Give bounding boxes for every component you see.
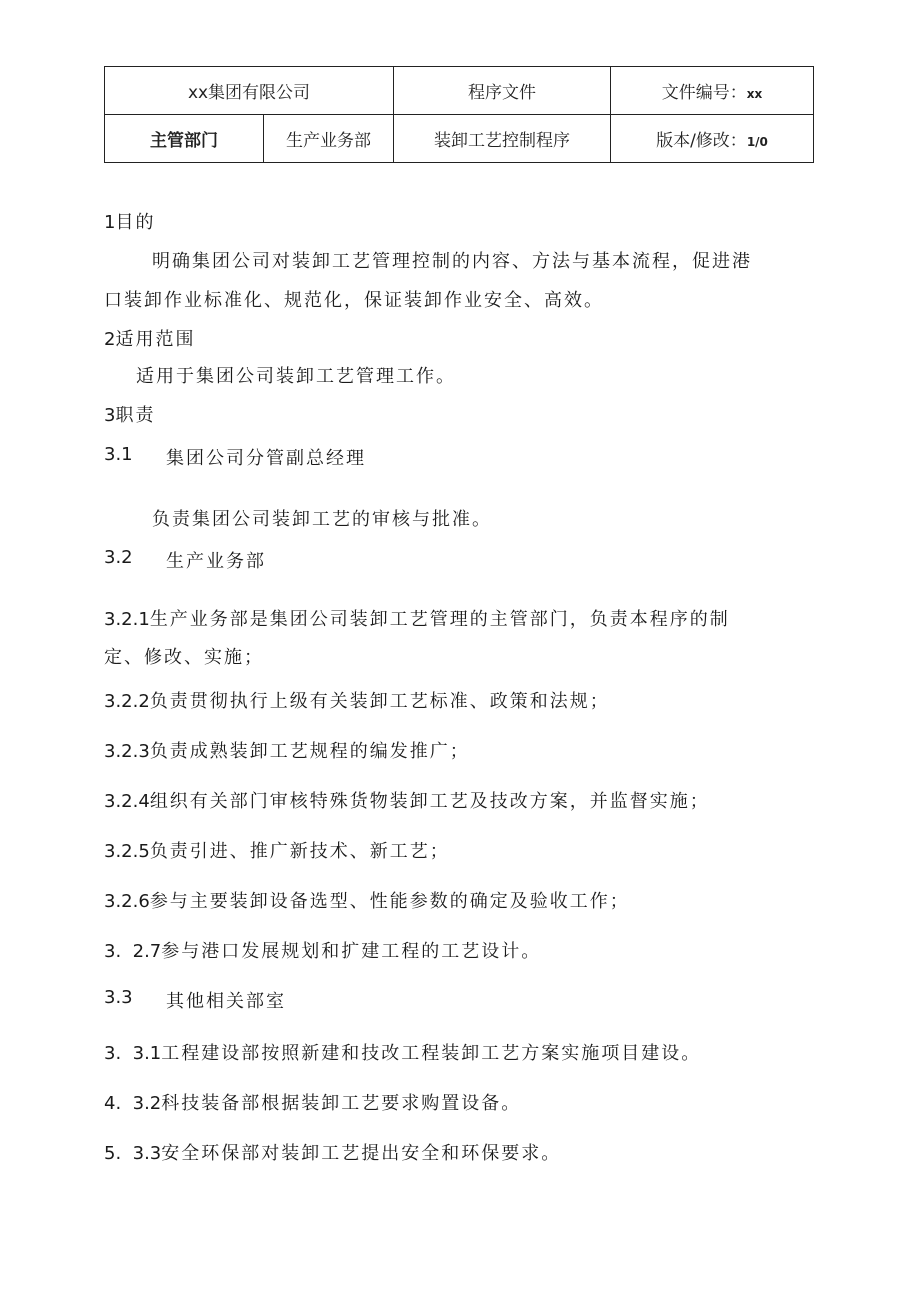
item-text: 负责成熟装卸工艺规程的编发推广； <box>149 741 470 762</box>
item-number: 3.2.2 <box>104 691 150 712</box>
section-3-2-heading <box>104 547 133 568</box>
company-name: xx集团有限公司 <box>187 83 311 103</box>
section-number: 1 <box>104 212 116 233</box>
doc-number-label: 文件编号： <box>661 83 747 103</box>
item-3-2-1-line-2 <box>104 643 264 669</box>
section-number: 3.2 <box>104 547 133 568</box>
paragraph-text: 适用于集团公司装卸工艺管理工作。 <box>136 366 456 387</box>
section-1-paragraph-line-2 <box>104 286 604 312</box>
section-3-3-heading <box>104 987 133 1008</box>
item-3-2-7 <box>104 937 541 963</box>
item-number: 3.2.4 <box>104 791 150 812</box>
dept-value-cell <box>264 115 394 163</box>
section-title: 职责 <box>115 405 156 426</box>
section-title: 生产业务部 <box>166 551 266 572</box>
paragraph-text: 负责集团公司装卸工艺的审核与批准。 <box>152 509 492 530</box>
item-number: 3.2.6 <box>104 891 150 912</box>
item-text: 参与主要装卸设备选型、性能参数的确定及验收工作； <box>149 891 630 912</box>
section-3-1-title <box>166 444 366 470</box>
section-number: 3.1 <box>104 444 133 465</box>
section-3-3-title <box>166 987 286 1013</box>
item-number: 3.2.5 <box>104 841 150 862</box>
section-title: 适用范围 <box>115 329 196 350</box>
section-3-1-paragraph <box>152 505 492 531</box>
section-1-paragraph-line-1 <box>152 247 752 273</box>
item-3-3-2 <box>104 1089 521 1115</box>
item-text: 参与港口发展规划和扩建工程的工艺设计。 <box>161 941 542 962</box>
item-text: 安全环保部对装卸工艺提出安全和环保要求。 <box>161 1143 562 1164</box>
section-2-paragraph <box>136 362 456 388</box>
item-text: 生产业务部是集团公司装卸工艺管理的主管部门，负责本程序的制 <box>149 609 730 630</box>
item-3-2-2 <box>104 687 610 713</box>
section-number: 2 <box>104 329 116 350</box>
version-value: 1/0 <box>746 135 768 149</box>
section-title: 集团公司分管副总经理 <box>166 448 366 469</box>
item-number: 3.2.1 <box>104 609 150 630</box>
item-text: 负责引进、推广新技术、新工艺； <box>149 841 450 862</box>
paragraph-text: 口装卸作业标准化、规范化，保证装卸作业安全、高效。 <box>104 290 604 311</box>
company-name-cell <box>105 67 394 115</box>
item-3-2-4 <box>104 787 710 813</box>
doc-number-value: xx <box>746 87 763 101</box>
item-text: 科技装备部根据装卸工艺要求购置设备。 <box>161 1093 522 1114</box>
item-3-2-1-line-1 <box>104 605 730 631</box>
section-title: 目的 <box>115 212 156 233</box>
section-number: 3 <box>104 405 116 426</box>
section-3-heading <box>104 401 155 427</box>
item-number: 4. 3.2 <box>104 1093 162 1114</box>
dept-label-cell <box>105 115 264 163</box>
doc-type-cell <box>394 67 611 115</box>
doc-number-cell <box>611 67 814 115</box>
section-2-heading <box>104 325 195 351</box>
item-text: 定、修改、实施； <box>104 647 264 668</box>
item-3-2-6 <box>104 887 630 913</box>
item-text: 工程建设部按照新建和技改工程装卸工艺方案实施项目建设。 <box>161 1043 702 1064</box>
item-3-3-3 <box>104 1139 561 1165</box>
dept-value: 生产业务部 <box>286 131 371 151</box>
header-row-2 <box>105 115 814 163</box>
item-3-2-5 <box>104 837 450 863</box>
version-cell <box>611 115 814 163</box>
item-text: 组织有关部门审核特殊货物装卸工艺及技改方案，并监督实施； <box>149 791 710 812</box>
dept-label: 主管部门 <box>150 131 218 151</box>
section-3-1-heading <box>104 444 133 465</box>
section-title: 其他相关部室 <box>166 991 286 1012</box>
item-3-2-3 <box>104 737 470 763</box>
item-3-3-1 <box>104 1039 701 1065</box>
paragraph-text: 明确集团公司对装卸工艺管理控制的内容、方法与基本流程，促进港 <box>152 251 752 272</box>
item-text: 负责贯彻执行上级有关装卸工艺标准、政策和法规； <box>149 691 610 712</box>
section-number: 3.3 <box>104 987 133 1008</box>
section-3-2-title <box>166 547 266 573</box>
item-number: 3.2.3 <box>104 741 150 762</box>
doc-title: 装卸工艺控制程序 <box>434 131 570 151</box>
doc-title-cell <box>394 115 611 163</box>
item-number: 5. 3.3 <box>104 1143 162 1164</box>
item-number: 3. 2.7 <box>104 941 162 962</box>
item-number: 3. 3.1 <box>104 1043 162 1064</box>
header-row-1 <box>105 67 814 115</box>
version-label: 版本/修改： <box>656 131 747 151</box>
doc-type: 程序文件 <box>468 83 536 103</box>
document-header-table <box>104 66 814 163</box>
section-1-heading <box>104 208 155 234</box>
